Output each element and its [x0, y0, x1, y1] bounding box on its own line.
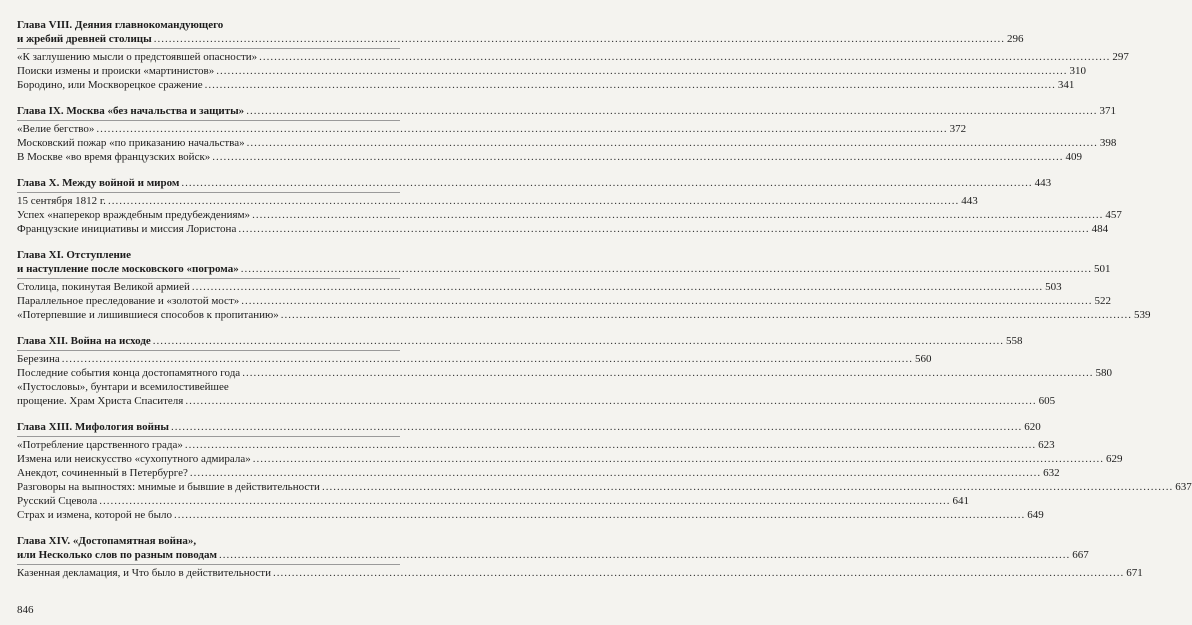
divider: [17, 564, 400, 565]
chapter-heading-line: и жребий древней столицы: [17, 33, 152, 45]
dot-leader: [246, 104, 1097, 118]
page-ref: 539: [1134, 309, 1151, 321]
chapter-heading-line: Глава XIV. «Достопамятная война»,: [17, 535, 197, 547]
page-ref: 443: [961, 195, 978, 207]
entry-title: Последние события конца достопамятного года: [17, 367, 241, 379]
chapter-heading[interactable]: [17, 262, 1111, 276]
dot-leader: [185, 438, 1036, 452]
page-ref: 632: [1043, 467, 1060, 479]
chapter-heading[interactable]: [17, 420, 1041, 434]
page-ref: 641: [952, 495, 969, 507]
page-ref: 443: [1034, 177, 1052, 189]
divider: [17, 350, 400, 351]
entry-title: Русский Сцевола: [17, 495, 98, 507]
page-ref: 667: [1072, 549, 1089, 561]
entry-title: Анекдот, сочиненный в Петербурге?: [17, 467, 188, 479]
entry-title: Страх и измена, которой не было: [17, 509, 173, 521]
page-ref: 296: [1006, 33, 1024, 45]
dot-leader: [205, 78, 1056, 92]
page-ref: 484: [1091, 223, 1109, 235]
chapter-heading-line: Глава XI. Отступление: [17, 249, 132, 261]
dot-leader: [241, 294, 1092, 308]
page-ref: 580: [1095, 367, 1112, 379]
divider: [17, 48, 400, 49]
dot-leader: [259, 50, 1110, 64]
toc-entry[interactable]: [17, 294, 1112, 308]
page-ref: 372: [949, 123, 967, 135]
chapter-heading-line: Глава IX. Москва «без начальства и защиты»: [17, 105, 245, 117]
toc-entry[interactable]: [17, 50, 1129, 64]
page-ref: 503: [1045, 281, 1062, 293]
divider: [17, 120, 400, 121]
page-ref: 649: [1027, 509, 1044, 521]
toc-entry[interactable]: [17, 78, 1075, 92]
toc-entry[interactable]: [17, 394, 1056, 408]
chapter-heading[interactable]: [17, 176, 1052, 190]
entry-title: «Велие бегство»: [17, 123, 95, 135]
toc-entry[interactable]: [17, 280, 1062, 294]
chapter-section: [17, 534, 1143, 580]
entry-title: «Потерпевшие и лишившиеся способов к пропитанию»: [17, 309, 279, 321]
toc-entry[interactable]: [17, 366, 1112, 380]
dot-leader: [281, 308, 1132, 322]
entry-title: Поиски измены и происки «мартинистов»: [17, 65, 215, 77]
dot-leader: [216, 64, 1067, 78]
entry-title: Столица, покинутая Великой армией: [17, 281, 190, 293]
chapter-section: [17, 18, 1129, 92]
table-of-contents: [17, 18, 1192, 580]
dot-leader: [185, 394, 1036, 408]
toc-entry[interactable]: [17, 352, 932, 366]
page-ref: 522: [1094, 295, 1112, 307]
toc-entry[interactable]: [17, 452, 1123, 466]
chapter-section: [17, 334, 1112, 408]
chapter-heading[interactable]: [17, 32, 1024, 46]
toc-entry[interactable]: [17, 480, 1192, 494]
dot-leader: [171, 420, 1022, 434]
dot-leader: [96, 122, 947, 136]
dot-leader: [62, 352, 913, 366]
toc-entry[interactable]: [17, 566, 1143, 580]
dot-leader: [153, 334, 1004, 348]
toc-entry[interactable]: [17, 466, 1060, 480]
page-ref: 501: [1093, 263, 1111, 275]
toc-entry[interactable]: [17, 494, 969, 508]
page-ref: 623: [1038, 439, 1055, 451]
entry-title: Параллельное преследование и «золотой мост»: [17, 295, 240, 307]
toc-entry[interactable]: [17, 308, 1151, 322]
dot-leader: [273, 566, 1124, 580]
entry-title: Французские инициативы и миссия Лористона: [17, 223, 237, 235]
chapter-heading[interactable]: [17, 104, 1116, 118]
toc-entry[interactable]: [17, 150, 1083, 164]
toc-entry[interactable]: [17, 208, 1122, 222]
toc-entry[interactable]: [17, 222, 1109, 236]
page-ref: 620: [1024, 421, 1041, 433]
toc-entry[interactable]: [17, 508, 1044, 522]
toc-entry[interactable]: [17, 122, 967, 136]
toc-entry[interactable]: [17, 64, 1086, 78]
toc-entry[interactable]: [17, 136, 1117, 150]
entry-line: «Пустословы», бунтари и всемилостивейшее: [17, 381, 229, 393]
page-number: 846: [17, 604, 34, 616]
entry-title: Разговоры на выпностях: мнимые и бывшие в действительности: [17, 481, 320, 493]
page-ref: 605: [1038, 395, 1056, 407]
dot-leader: [219, 548, 1070, 562]
toc-entry[interactable]: [17, 194, 978, 208]
chapter-heading[interactable]: [17, 334, 1023, 348]
entry-title: Казенная декламация, и Что было в действительности: [17, 567, 271, 579]
page-ref: 629: [1106, 453, 1123, 465]
dot-leader: [192, 280, 1043, 294]
page-ref: 297: [1112, 51, 1129, 63]
chapter-section: [17, 176, 1122, 236]
page-ref: 371: [1099, 105, 1116, 117]
page-ref: 558: [1006, 335, 1023, 347]
page-ref: 637: [1175, 481, 1192, 493]
page-ref: 409: [1065, 151, 1083, 163]
dot-leader: [322, 480, 1173, 494]
divider: [17, 278, 400, 279]
entry-title: Московский пожар «по приказанию начальства»: [17, 137, 245, 149]
entry-title: прощение. Храм Христа Спасителя: [17, 395, 184, 407]
dot-leader: [247, 136, 1098, 150]
dot-leader: [242, 366, 1093, 380]
chapter-heading-line: или Несколько слов по разным поводам: [17, 549, 217, 561]
entry-title: Измена или неискусство «сухопутного адмирала»: [17, 453, 251, 465]
dot-leader: [253, 452, 1104, 466]
dot-leader: [108, 194, 959, 208]
dot-leader: [252, 208, 1103, 222]
chapter-section: [17, 104, 1117, 164]
chapter-heading-line: и наступление после московского «погрома»: [17, 263, 239, 275]
chapter-heading[interactable]: [17, 548, 1089, 562]
page-ref: 560: [914, 353, 932, 365]
dot-leader: [99, 494, 950, 508]
chapter-heading-line: Глава XII. Война на исходе: [17, 335, 151, 347]
entry-title: Успех «наперекор враждебным предубеждениям»: [17, 209, 251, 221]
entry-title: «Потребление царственного града»: [17, 439, 183, 451]
divider: [17, 436, 400, 437]
page-ref: 671: [1126, 567, 1143, 579]
chapter-heading-line: Глава XIII. Мифология войны: [17, 421, 169, 433]
dot-leader: [212, 150, 1063, 164]
dot-leader: [190, 466, 1041, 480]
entry-title: 15 сентября 1812 г.: [17, 195, 106, 207]
dot-leader: [174, 508, 1025, 522]
page-ref: 398: [1099, 137, 1117, 149]
dot-leader: [238, 222, 1089, 236]
entry-title: «К заглушению мысли о предстоявшей опасности»: [17, 51, 258, 63]
divider: [17, 192, 400, 193]
page-ref: 310: [1069, 65, 1086, 77]
page-ref: 457: [1105, 209, 1122, 221]
chapter-section: [17, 248, 1151, 322]
chapter-section: [17, 420, 1192, 522]
chapter-heading-line: Глава VIII. Деяния главнокомандующего: [17, 19, 224, 31]
dot-leader: [154, 32, 1005, 46]
page-ref: 341: [1057, 79, 1075, 91]
dot-leader: [241, 262, 1092, 276]
entry-title: Березина: [17, 353, 60, 365]
entry-title: В Москве «во время французских войск»: [17, 151, 211, 163]
entry-title: Бородино, или Москворецкое сражение: [17, 79, 203, 91]
chapter-heading-line: Глава X. Между войной и миром: [17, 177, 180, 189]
toc-entry[interactable]: [17, 438, 1055, 452]
dot-leader: [181, 176, 1032, 190]
